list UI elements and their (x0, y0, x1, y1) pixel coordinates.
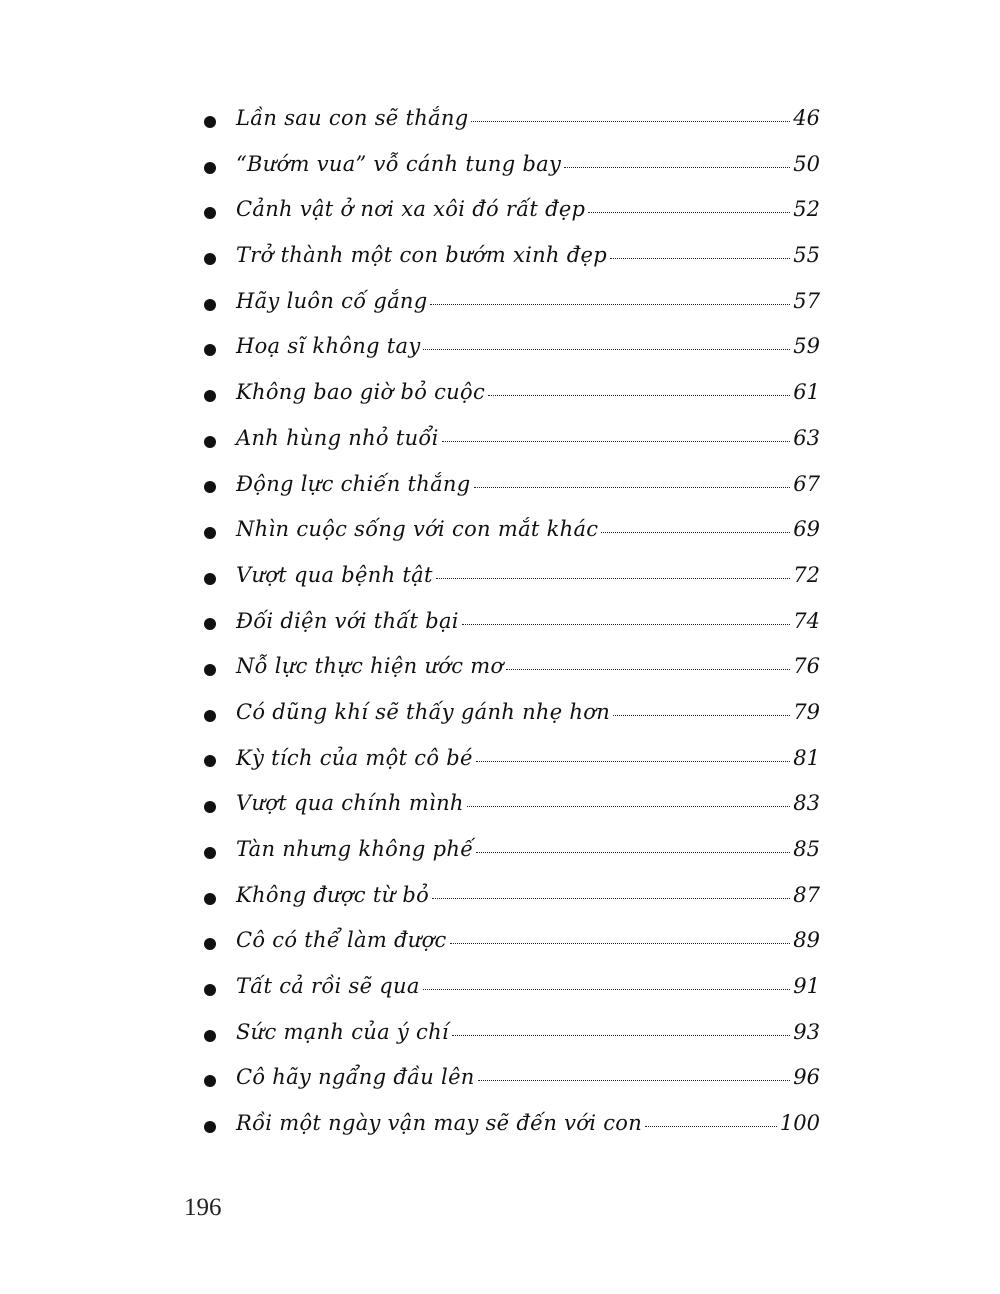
toc-entry-page: 87 (793, 882, 820, 907)
bullet-icon (204, 436, 216, 448)
toc-entry-title: Cô hãy ngẩng đầu lên (236, 1065, 475, 1090)
toc-entry-title: Không bao giờ bỏ cuộc (236, 380, 486, 405)
dot-leader (430, 303, 790, 305)
toc-entry-title: Nhìn cuộc sống với con mắt khác (236, 517, 599, 542)
bullet-icon (204, 984, 216, 996)
toc-entry[interactable] (200, 918, 820, 964)
toc-entry-page: 76 (793, 654, 820, 679)
bullet-icon (204, 116, 216, 128)
toc-entry-page: 72 (793, 562, 820, 587)
bullet-icon (204, 847, 216, 859)
toc-entry[interactable] (200, 507, 820, 553)
toc-entry-title: Tất cả rồi sẽ qua (236, 974, 420, 999)
toc-entry[interactable] (200, 873, 820, 919)
toc-entry[interactable] (200, 644, 820, 690)
dot-leader (601, 531, 790, 533)
bullet-icon (204, 801, 216, 813)
dot-leader (478, 1079, 791, 1081)
dot-leader (564, 166, 790, 168)
dot-leader (474, 486, 791, 488)
toc-entry[interactable] (200, 416, 820, 462)
toc-entry-page: 55 (793, 243, 820, 268)
bullet-icon (204, 755, 216, 767)
toc-entry-page: 63 (793, 425, 820, 450)
toc-entry[interactable] (200, 187, 820, 233)
toc-entry[interactable] (200, 1055, 820, 1101)
bullet-icon (204, 710, 216, 722)
toc-entry-page: 50 (793, 151, 820, 176)
toc-entry[interactable] (200, 233, 820, 279)
bullet-icon (204, 573, 216, 585)
toc-entry-page: 52 (793, 197, 820, 222)
toc-entry[interactable] (200, 1010, 820, 1056)
toc-entry[interactable] (200, 279, 820, 325)
toc-entry-title: Không được từ bỏ (236, 882, 430, 907)
toc-entry[interactable] (200, 690, 820, 736)
dot-leader (467, 805, 791, 807)
toc-entry-title: Cảnh vật ở nơi xa xôi đó rất đẹp (236, 197, 586, 222)
dot-leader (432, 897, 790, 899)
toc-entry-page: 59 (793, 334, 820, 359)
dot-leader (442, 440, 791, 442)
toc-entry-page: 74 (793, 608, 820, 633)
toc-entry-title: Vượt qua chính mình (236, 791, 464, 816)
toc-entry[interactable] (200, 964, 820, 1010)
toc-entry[interactable] (200, 827, 820, 873)
toc-entry-title: Hãy luôn cố gắng (236, 288, 428, 313)
toc-entry-page: 61 (793, 380, 820, 405)
dot-leader (506, 668, 790, 670)
toc-entry-title: Anh hùng nhỏ tuổi (236, 425, 439, 450)
toc-entry-title: Đối diện với thất bại (236, 608, 459, 633)
toc-entry-title: Sức mạnh của ý chí (236, 1019, 449, 1044)
dot-leader (436, 577, 791, 579)
toc-entry[interactable] (200, 736, 820, 782)
toc-entry-page: 89 (793, 928, 820, 953)
dot-leader (610, 257, 790, 259)
dot-leader (488, 394, 790, 396)
toc-entry[interactable] (200, 324, 820, 370)
toc-entry-page: 67 (793, 471, 820, 496)
bullet-icon (204, 527, 216, 539)
dot-leader (452, 1034, 790, 1036)
dot-leader (462, 623, 790, 625)
bullet-icon (204, 893, 216, 905)
toc-entry[interactable] (200, 599, 820, 645)
toc-entry-title: “Bướm vua” vỗ cánh tung bay (236, 151, 562, 176)
toc-entry-title: Lần sau con sẽ thắng (236, 106, 469, 130)
toc-entry-title: Cô có thể làm được (236, 928, 447, 953)
toc-entry-page: 46 (793, 106, 820, 130)
toc-entry-title: Vượt qua bệnh tật (236, 562, 433, 587)
toc-entry[interactable] (200, 781, 820, 827)
dot-leader (471, 120, 790, 122)
bullet-icon (204, 664, 216, 676)
toc-entry-page: 69 (793, 517, 820, 542)
toc-entry-title: Hoạ sĩ không tay (236, 334, 421, 359)
dot-leader (476, 851, 790, 853)
toc-entry-page: 81 (793, 745, 820, 770)
toc-entry-page: 83 (793, 791, 820, 816)
toc-entry-page: 93 (793, 1019, 820, 1044)
toc-entry-page: 57 (793, 288, 820, 313)
toc-entry-page: 85 (793, 837, 820, 861)
toc-entry-title: Kỳ tích của một cô bé (236, 745, 473, 770)
toc-entry-page: 79 (793, 699, 820, 724)
toc-entry[interactable] (200, 462, 820, 508)
toc-entry-page: 100 (779, 1111, 820, 1136)
bullet-icon (204, 390, 216, 402)
dot-leader (613, 714, 790, 716)
page-number: 196 (184, 1194, 222, 1221)
bullet-icon (204, 253, 216, 265)
dot-leader (476, 760, 791, 762)
bullet-icon (204, 938, 216, 950)
bullet-icon (204, 162, 216, 174)
toc-entry[interactable] (200, 142, 820, 188)
toc-entry-title: Trở thành một con bướm xinh đẹp (236, 243, 607, 268)
bullet-icon (204, 618, 216, 630)
toc-entry-title: Rồi một ngày vận may sẽ đến với con (236, 1111, 643, 1136)
toc-entry[interactable] (200, 1101, 820, 1147)
bullet-icon (204, 481, 216, 493)
toc-entry-page: 96 (793, 1065, 820, 1090)
toc-entry[interactable] (200, 553, 820, 599)
dot-leader (588, 211, 790, 213)
toc-entry-title: Nỗ lực thực hiện ước mơ (236, 654, 504, 679)
toc-entry-title: Có dũng khí sẽ thấy gánh nhẹ hơn (236, 699, 611, 724)
dot-leader (423, 348, 790, 350)
toc-entry[interactable] (200, 370, 820, 416)
bullet-icon (204, 1121, 216, 1133)
toc-entry-title: Tàn nhưng không phế (236, 837, 474, 861)
bullet-icon (204, 344, 216, 356)
dot-leader (423, 988, 791, 990)
bullet-icon (204, 1075, 216, 1087)
table-of-contents (200, 96, 820, 1147)
bullet-icon (204, 299, 216, 311)
toc-entry-page: 91 (793, 974, 820, 999)
dot-leader (450, 942, 791, 944)
dot-leader (645, 1125, 777, 1127)
toc-entry-title: Động lực chiến thắng (236, 471, 471, 496)
bullet-icon (204, 1030, 216, 1042)
bullet-icon (204, 207, 216, 219)
toc-entry[interactable] (200, 96, 820, 142)
